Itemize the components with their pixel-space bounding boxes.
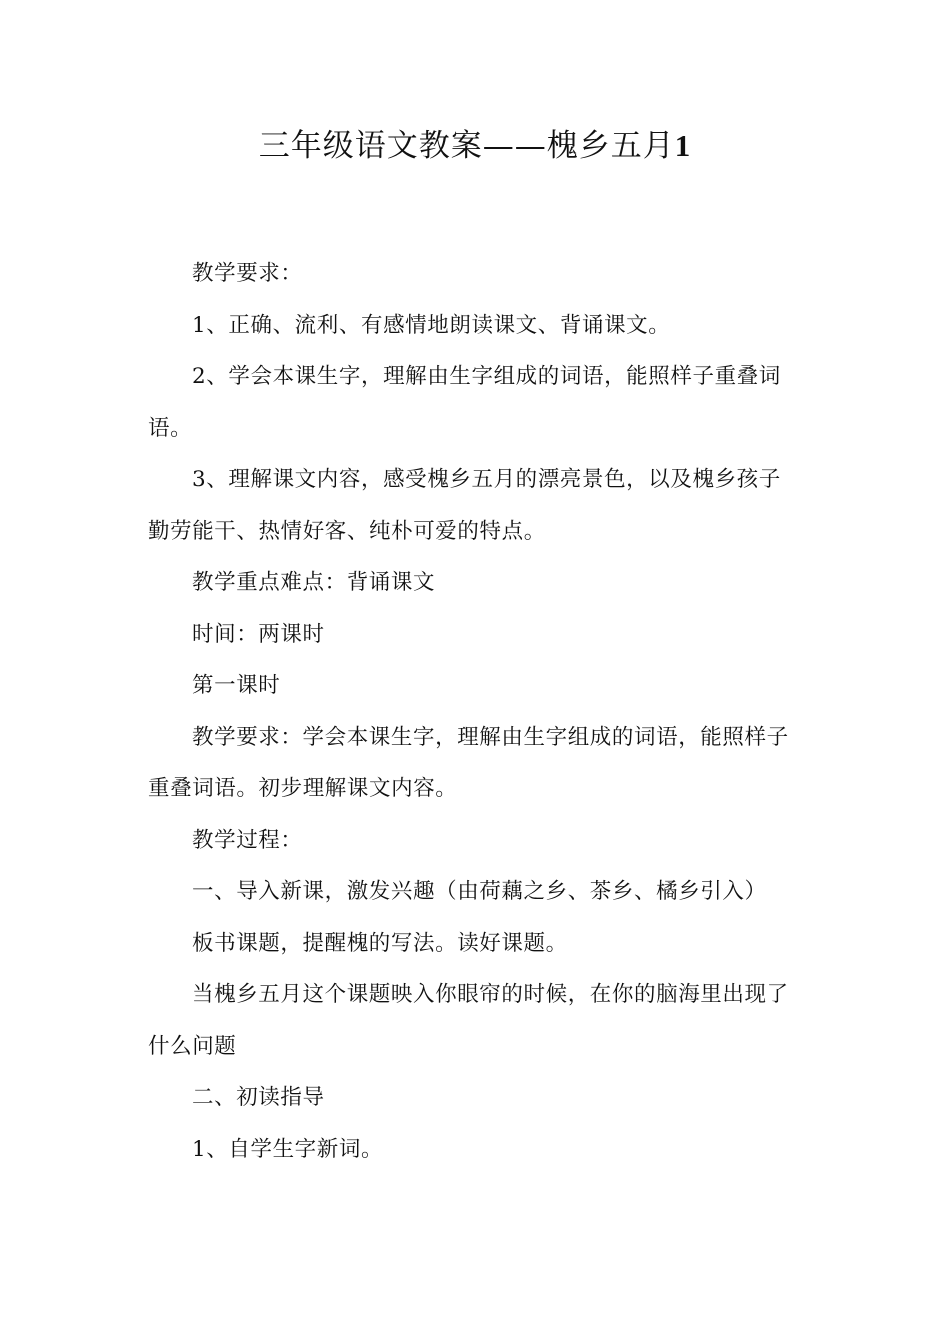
paragraph-first-lesson-requirements: 教学要求：学会本课生字，理解由生字组成的词语，能照样子重叠词语。初步理解课文内容。 [148, 724, 789, 801]
paragraph-step-1-intro: 一、导入新课，激发兴趣（由荷藕之乡、茶乡、橘乡引入） [192, 879, 767, 904]
document-title-text: 三年级语文教案——槐乡五月 [258, 128, 675, 164]
paragraph-board-title: 板书课题，提醒槐的写法。读好课题。 [192, 930, 568, 956]
paragraph-teaching-requirements-heading: 教学要求： [192, 261, 303, 286]
paragraph-step-2-reading: 二、初读指导 [192, 1085, 325, 1110]
paragraph-first-lesson: 第一课时 [192, 673, 281, 698]
paragraph-teaching-process-heading: 教学过程： [192, 827, 303, 853]
document-title [0, 124, 950, 168]
paragraph-requirement-1: 1、正确、流利、有感情地朗读课文、背诵课文。 [192, 312, 671, 338]
paragraph-self-study: 1、自学生字新词。 [192, 1136, 384, 1162]
document-body [148, 248, 798, 1175]
paragraph-question-prompt: 当槐乡五月这个课题映入你眼帘的时候，在你的脑海里出现了什么问题 [148, 982, 789, 1059]
paragraph-key-difficulties: 教学重点难点：背诵课文 [192, 570, 436, 595]
paragraph-time: 时间：两课时 [192, 621, 325, 647]
document-title-number: 1 [674, 128, 692, 163]
paragraph-requirement-3: 3、理解课文内容，感受槐乡五月的漂亮景色，以及槐乡孩子勤劳能干、热情好客、纯朴可爱的特点。 [148, 467, 781, 544]
paragraph-requirement-2: 2、学会本课生字，理解由生字组成的词语，能照样子重叠词语。 [148, 364, 781, 441]
